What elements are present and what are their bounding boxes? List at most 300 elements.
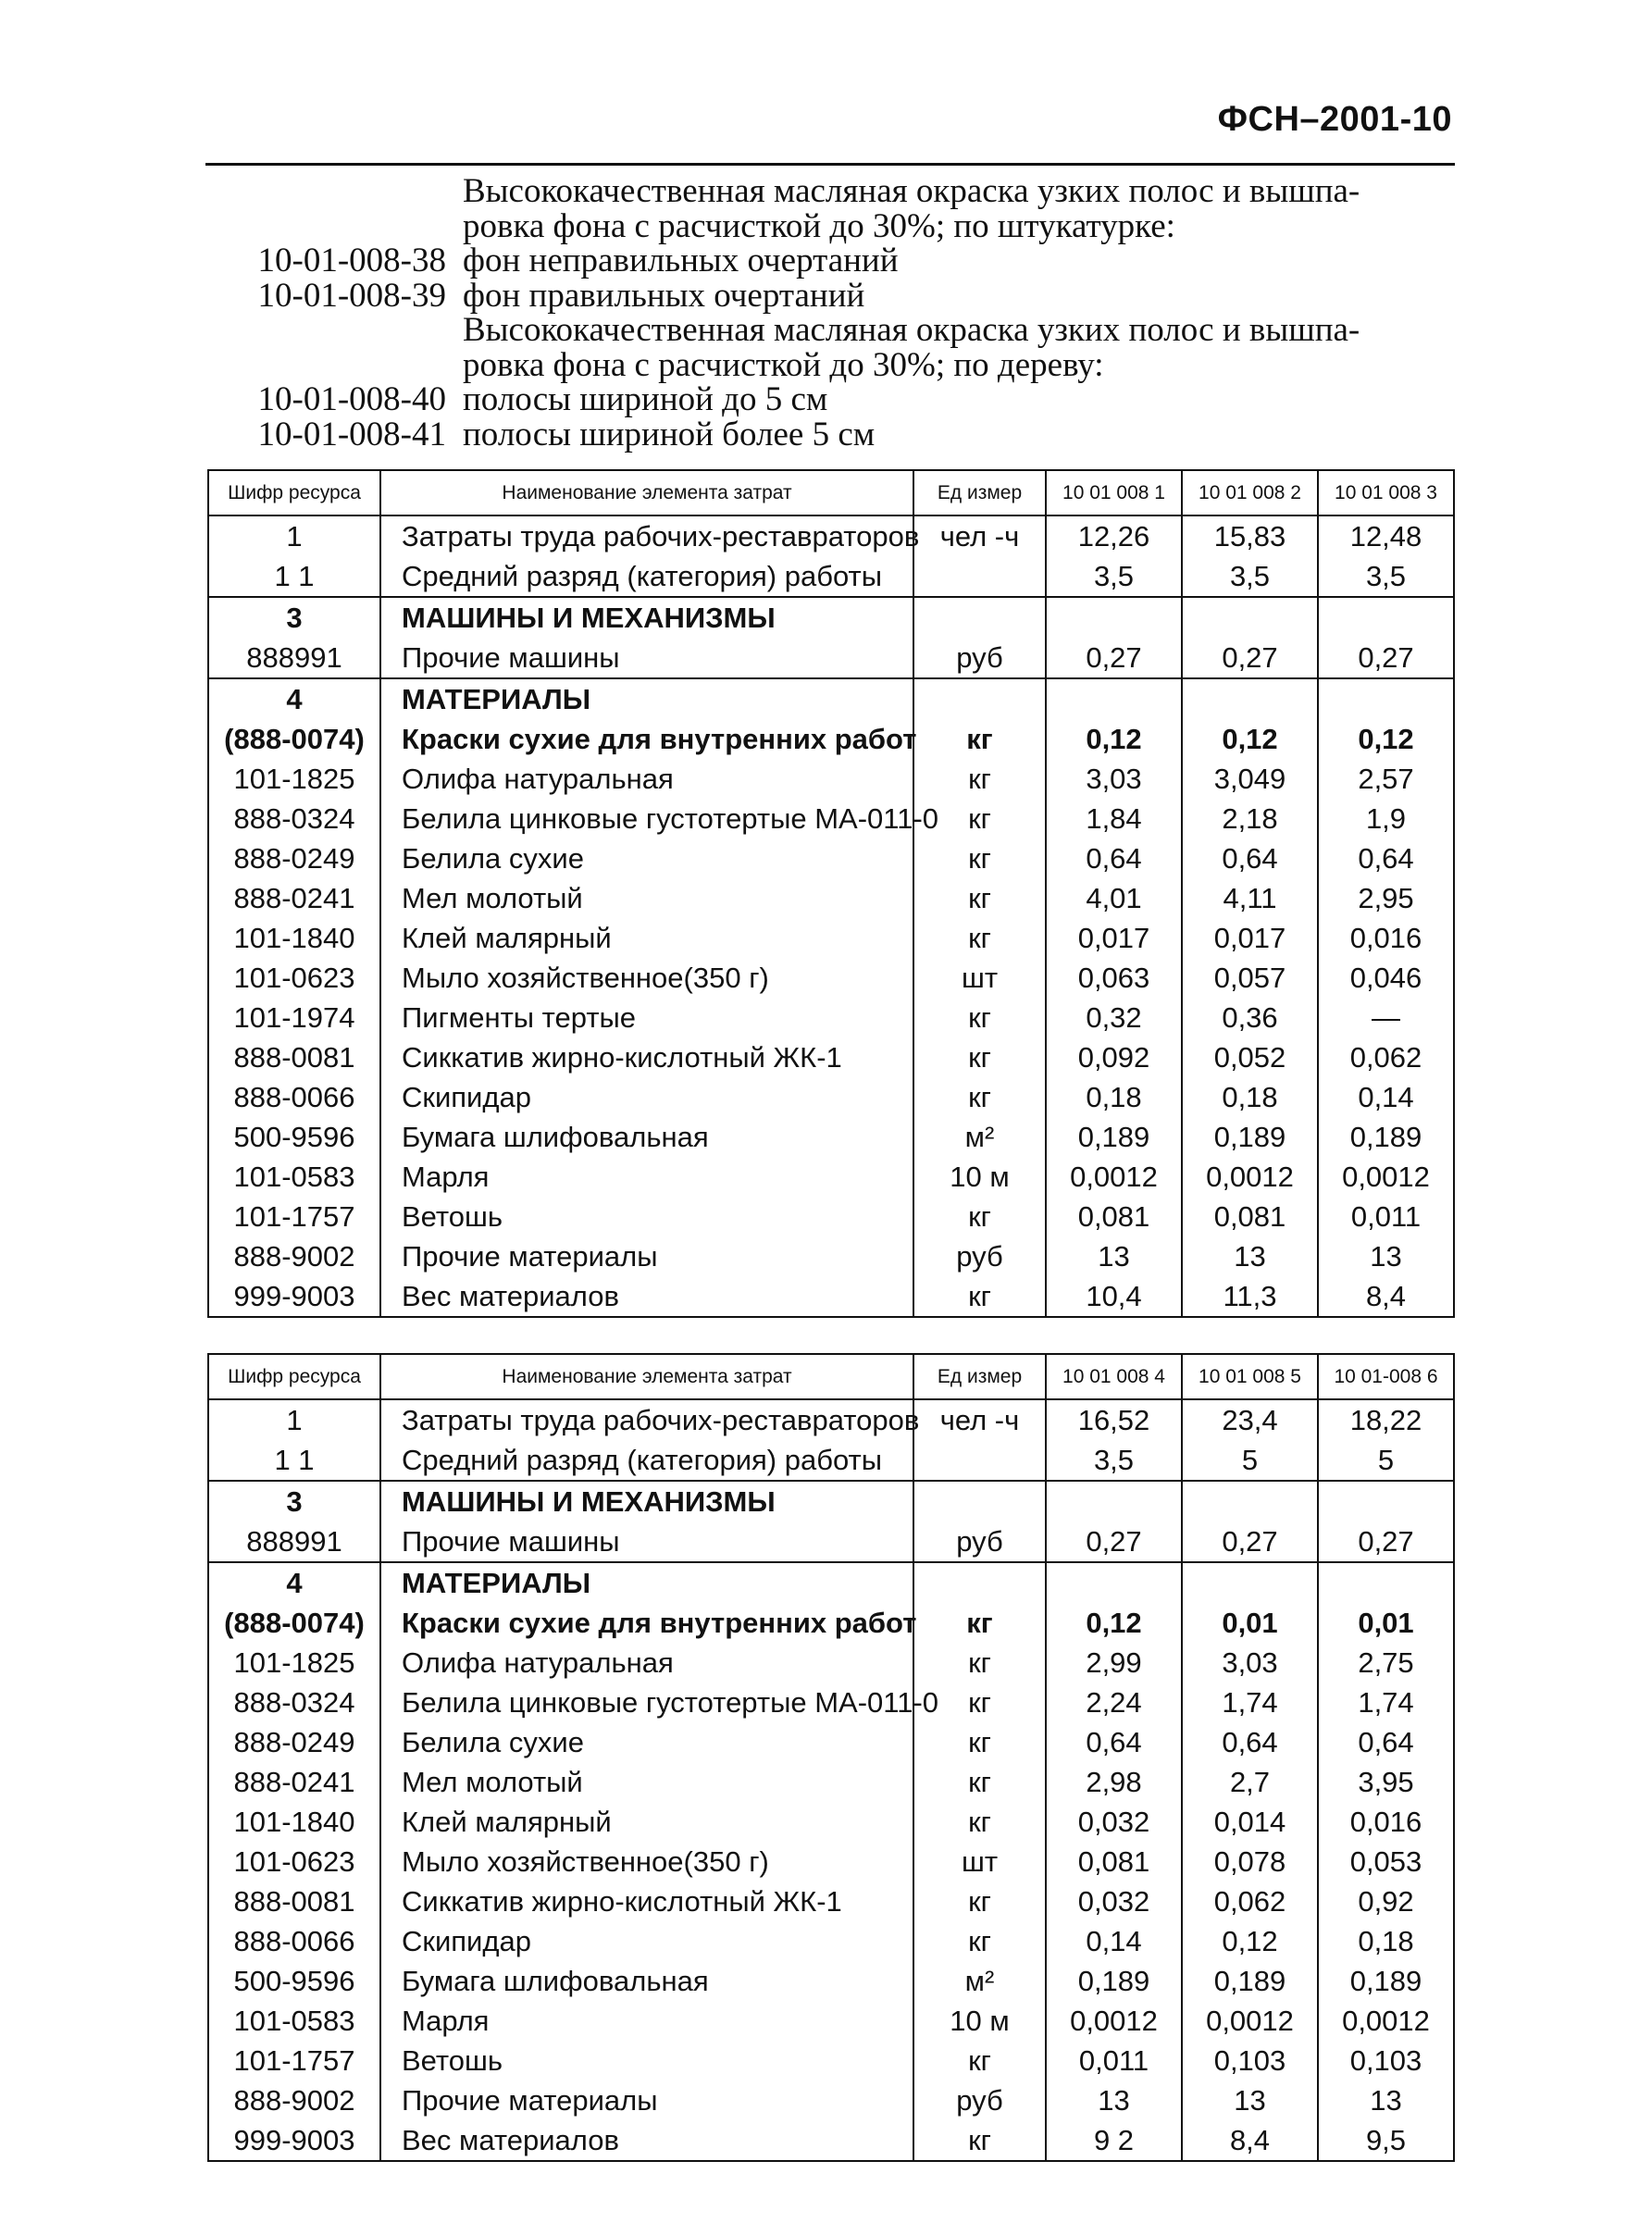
unit-cell: кг [913,1683,1046,1722]
cost-element-name-cell: Сиккатив жирно-кислотный ЖК-1 [380,1881,913,1921]
resource-code-cell: 888-0249 [208,838,380,878]
norm-code [231,348,463,383]
norm-value-cell [1318,1562,1454,1603]
resource-code-cell: 999-9003 [208,2120,380,2161]
norm-value-cell: 0,01 [1182,1603,1318,1643]
resource-code-cell: 500-9596 [208,1117,380,1157]
norm-value-cell: 12,26 [1046,515,1182,556]
norm-value-cell [1046,678,1182,719]
norm-value-cell: 3,03 [1182,1643,1318,1683]
norm-value-cell: 18,22 [1318,1399,1454,1440]
unit-cell: кг [913,2041,1046,2080]
resource-code-cell: 888-0249 [208,1722,380,1762]
cost-element-name-cell: Сиккатив жирно-кислотный ЖК-1 [380,1037,913,1077]
norm-value-cell: 13 [1182,2080,1318,2120]
column-header: 10 01 008 5 [1182,1354,1318,1399]
intro-line [231,174,1455,209]
norm-value-cell: 0,189 [1318,1961,1454,2001]
norm-value-cell: 0,062 [1318,1037,1454,1077]
cost-element-name-cell: Мел молотый [380,878,913,918]
resource-code-cell: 101-1840 [208,1802,380,1842]
norm-value-cell: 0,103 [1318,2041,1454,2080]
unit-cell: 10 м [913,2001,1046,2041]
intro-line [231,243,1455,279]
norm-value-cell: 0,189 [1046,1117,1182,1157]
resource-code-cell: (888-0074) [208,1603,380,1643]
cost-element-name-cell: Вес материалов [380,2120,913,2161]
unit-cell: кг [913,719,1046,759]
cost-element-name-cell: Бумага шлифовальная [380,1961,913,2001]
table-row [208,1157,1454,1197]
norm-value-cell: 1,74 [1182,1683,1318,1722]
norm-value-cell: 0,081 [1046,1842,1182,1881]
norm-value-cell [1046,1481,1182,1521]
unit-cell: чел -ч [913,515,1046,556]
table-row [208,2041,1454,2080]
unit-cell: кг [913,878,1046,918]
unit-cell: кг [913,838,1046,878]
norm-code: 10-01-008-41 [257,415,446,453]
norm-value-cell: 3,95 [1318,1762,1454,1802]
table-row [208,1881,1454,1921]
norm-value-cell: 2,57 [1318,759,1454,799]
norm-code: 10-01-008-39 [257,276,446,315]
norm-value-cell: 0,64 [1318,1722,1454,1762]
norm-title: фон неправильных очертаний [463,242,899,279]
norm-value-cell: 2,99 [1046,1643,1182,1683]
column-header: Ед измер [913,1354,1046,1399]
resource-code-cell: 4 [208,1562,380,1603]
cost-element-name-cell: Средний разряд (категория) работы [380,556,913,597]
resource-code-cell: 101-0623 [208,958,380,998]
norm-value-cell: 0,92 [1318,1881,1454,1921]
table-row [208,918,1454,958]
norm-value-cell [1046,1562,1182,1603]
norm-value-cell: — [1318,998,1454,1037]
norm-value-cell: 0,053 [1318,1842,1454,1881]
cost-element-name-cell: Скипидар [380,1921,913,1961]
norm-value-cell: 0,14 [1046,1921,1182,1961]
norm-value-cell: 0,0012 [1046,1157,1182,1197]
norm-value-cell: 0,64 [1046,1722,1182,1762]
unit-cell: кг [913,1881,1046,1921]
resource-code-cell: 1 1 [208,1440,380,1481]
resource-code-cell: 888-9002 [208,1236,380,1276]
resource-code-cell: 101-0623 [208,1842,380,1881]
cost-element-name-cell: Марля [380,2001,913,2041]
cost-element-name-cell: Белила цинковые густотертые МА-011-0 [380,799,913,838]
unit-cell: кг [913,1077,1046,1117]
table-row [208,1399,1454,1440]
norm-value-cell [1182,678,1318,719]
cost-element-name-cell: МАТЕРИАЛЫ [380,1562,913,1603]
norm-value-cell: 0,016 [1318,1802,1454,1842]
resource-code-cell: 888991 [208,638,380,678]
table-row [208,878,1454,918]
unit-cell: чел -ч [913,1399,1046,1440]
norm-value-cell: 0,016 [1318,918,1454,958]
cost-element-name-cell: Прочие машины [380,1521,913,1562]
unit-cell: м² [913,1961,1046,2001]
table-row [208,2080,1454,2120]
norm-value-cell: 0,0012 [1182,2001,1318,2041]
column-header: 10 01 008 1 [1046,470,1182,515]
norm-value-cell: 3,5 [1046,1440,1182,1481]
column-header: 10 01-008 6 [1318,1354,1454,1399]
unit-cell: кг [913,1802,1046,1842]
norm-value-cell: 2,7 [1182,1762,1318,1802]
table-row [208,719,1454,759]
norm-value-cell: 2,18 [1182,799,1318,838]
resource-code-cell: 101-1757 [208,2041,380,2080]
cost-element-name-cell: Олифа натуральная [380,1643,913,1683]
table-row [208,759,1454,799]
unit-cell: м² [913,1117,1046,1157]
norm-value-cell: 0,64 [1182,1722,1318,1762]
cost-element-name-cell: Мыло хозяйственное(350 г) [380,958,913,998]
norm-value-cell: 0,189 [1182,1961,1318,2001]
norm-value-cell: 0,18 [1318,1921,1454,1961]
cost-element-name-cell: Белила цинковые густотертые МА-011-0 [380,1683,913,1722]
unit-cell: кг [913,1722,1046,1762]
resource-code-cell: 888-0081 [208,1037,380,1077]
unit-cell: кг [913,2120,1046,2161]
norm-value-cell: 0,0012 [1318,2001,1454,2041]
resource-code-cell: 999-9003 [208,1276,380,1317]
norm-title: Высококачественная масляная окраска узких полос и вышпа- [463,311,1360,349]
norm-value-cell: 9,5 [1318,2120,1454,2161]
cost-element-name-cell: Прочие материалы [380,1236,913,1276]
norm-code: 10-01-008-38 [257,242,446,279]
table-row [208,2120,1454,2161]
norm-value-cell: 0,27 [1318,1521,1454,1562]
cost-element-name-cell: Мыло хозяйственное(350 г) [380,1842,913,1881]
norm-value-cell: 9 2 [1046,2120,1182,2161]
norm-value-cell: 0,12 [1182,719,1318,759]
norm-value-cell: 1,84 [1046,799,1182,838]
table-header-row [208,1354,1454,1399]
norm-value-cell: 0,14 [1318,1077,1454,1117]
column-header: Шифр ресурса [208,1354,380,1399]
unit-cell: кг [913,1276,1046,1317]
norm-value-cell: 23,4 [1182,1399,1318,1440]
cost-element-name-cell: Скипидар [380,1077,913,1117]
resource-code-cell: 888-0324 [208,799,380,838]
column-header: 10 01 008 2 [1182,470,1318,515]
table-row [208,1842,1454,1881]
norm-value-cell: 0,189 [1046,1961,1182,2001]
table-row [208,1481,1454,1521]
norm-value-cell: 5 [1318,1440,1454,1481]
norm-value-cell: 8,4 [1182,2120,1318,2161]
norm-value-cell: 0,081 [1046,1197,1182,1236]
norm-value-cell: 10,4 [1046,1276,1182,1317]
cost-element-name-cell: Пигменты тертые [380,998,913,1037]
resource-code-cell: 101-1974 [208,998,380,1037]
resource-code-cell: 101-1825 [208,759,380,799]
resource-table-1 [207,469,1455,1318]
norm-value-cell: 0,27 [1182,638,1318,678]
norm-value-cell: 0,32 [1046,998,1182,1037]
cost-element-name-cell: Клей малярный [380,918,913,958]
unit-cell [913,597,1046,638]
column-header: 10 01 008 3 [1318,470,1454,515]
table-row [208,2001,1454,2041]
table-row [208,1236,1454,1276]
table-row [208,1762,1454,1802]
norm-value-cell: 0,0012 [1318,1157,1454,1197]
norm-value-cell: 0,011 [1046,2041,1182,2080]
cost-element-name-cell: Клей малярный [380,1802,913,1842]
norm-value-cell: 1,74 [1318,1683,1454,1722]
resource-code-cell: 888-0241 [208,878,380,918]
norm-value-cell: 11,3 [1182,1276,1318,1317]
resource-table-2 [207,1353,1455,2162]
unit-cell: руб [913,1236,1046,1276]
table-row [208,1683,1454,1722]
unit-cell [913,1481,1046,1521]
norm-title: полосы шириной до 5 см [463,380,828,418]
norm-value-cell: 0,057 [1182,958,1318,998]
unit-cell: руб [913,1521,1046,1562]
resource-code-cell: (888-0074) [208,719,380,759]
norm-value-cell: 3,5 [1182,556,1318,597]
header-rule [205,163,1455,166]
norm-value-cell: 0,052 [1182,1037,1318,1077]
norm-title: полосы шириной более 5 см [463,415,876,453]
norm-value-cell: 2,24 [1046,1683,1182,1722]
resource-code-cell: 500-9596 [208,1961,380,2001]
norm-value-cell: 4,11 [1182,878,1318,918]
resource-code-cell: 888-9002 [208,2080,380,2120]
resource-code-cell: 888-0324 [208,1683,380,1722]
norm-value-cell [1182,1562,1318,1603]
unit-cell [913,678,1046,719]
norm-value-cell: 1,9 [1318,799,1454,838]
norm-value-cell: 0,017 [1182,918,1318,958]
norm-value-cell: 13 [1182,1236,1318,1276]
norm-value-cell: 0,64 [1182,838,1318,878]
table-row [208,1276,1454,1317]
norm-value-cell: 0,103 [1182,2041,1318,2080]
cost-element-name-cell: Белила сухие [380,838,913,878]
norm-code [231,313,463,348]
norm-value-cell: 0,081 [1182,1197,1318,1236]
cost-element-name-cell: Затраты труда рабочих-реставраторов [380,1399,913,1440]
cost-element-name-cell: Мел молотый [380,1762,913,1802]
norm-value-cell: 0,12 [1182,1921,1318,1961]
table-row [208,998,1454,1037]
cost-element-name-cell: Краски сухие для внутренних работ [380,1603,913,1643]
unit-cell: кг [913,799,1046,838]
unit-cell: руб [913,2080,1046,2120]
cost-element-name-cell: Бумага шлифовальная [380,1117,913,1157]
resource-code-cell: 1 [208,515,380,556]
column-header: Ед измер [913,470,1046,515]
norm-value-cell: 4,01 [1046,878,1182,918]
resource-code-cell: 4 [208,678,380,719]
cost-element-name-cell: Краски сухие для внутренних работ [380,719,913,759]
intro-line [231,276,1455,315]
table-row [208,1961,1454,2001]
resource-code-cell: 888991 [208,1521,380,1562]
norm-value-cell: 0,27 [1046,1521,1182,1562]
column-header: 10 01 008 4 [1046,1354,1182,1399]
norm-value-cell: 13 [1318,1236,1454,1276]
cost-element-name-cell: Ветошь [380,1197,913,1236]
resource-code-cell: 888-0066 [208,1077,380,1117]
resource-code-cell: 101-1757 [208,1197,380,1236]
intro-line [231,417,1455,453]
cost-element-name-cell: Олифа натуральная [380,759,913,799]
norm-value-cell: 0,063 [1046,958,1182,998]
unit-cell [913,1440,1046,1481]
norm-title: ровка фона с расчисткой до 30%; по дереву: [463,345,1104,384]
resource-code-cell: 888-0241 [208,1762,380,1802]
column-header: Наименование элемента затрат [380,1354,913,1399]
unit-cell: кг [913,1643,1046,1683]
intro-line [231,382,1455,417]
resource-code-cell: 3 [208,597,380,638]
table-row [208,1440,1454,1481]
table-row [208,1521,1454,1562]
resource-code-cell: 1 1 [208,556,380,597]
cost-element-name-cell: Прочие материалы [380,2080,913,2120]
norm-value-cell: 0,0012 [1046,2001,1182,2041]
norm-value-cell: 16,52 [1046,1399,1182,1440]
unit-cell: кг [913,759,1046,799]
norm-value-cell: 0,27 [1182,1521,1318,1562]
norm-code: 10-01-008-40 [257,380,446,418]
norm-value-cell: 0,078 [1182,1842,1318,1881]
document-code: ФСН–2001-10 [1217,100,1452,139]
norm-value-cell: 0,011 [1318,1197,1454,1236]
norm-description [231,174,1455,452]
norm-value-cell [1182,597,1318,638]
norm-value-cell: 0,64 [1046,838,1182,878]
resource-code-cell: 101-0583 [208,2001,380,2041]
unit-cell: 10 м [913,1157,1046,1197]
table-row [208,1921,1454,1961]
table-row [208,1077,1454,1117]
norm-value-cell: 0,27 [1318,638,1454,678]
norm-value-cell: 0,017 [1046,918,1182,958]
resource-code-cell: 101-1825 [208,1643,380,1683]
norm-value-cell: 8,4 [1318,1276,1454,1317]
norm-value-cell: 13 [1318,2080,1454,2120]
table-row [208,1643,1454,1683]
table-row [208,1562,1454,1603]
cost-element-name-cell: Средний разряд (категория) работы [380,1440,913,1481]
table-row [208,1117,1454,1157]
norm-value-cell: 0,18 [1182,1077,1318,1117]
norm-value-cell: 0,189 [1182,1117,1318,1157]
intro-line [231,206,1455,245]
table-row [208,1197,1454,1236]
norm-value-cell: 0,27 [1046,638,1182,678]
norm-value-cell: 3,049 [1182,759,1318,799]
column-header: Шифр ресурса [208,470,380,515]
norm-value-cell: 12,48 [1318,515,1454,556]
unit-cell: кг [913,1603,1046,1643]
unit-cell: кг [913,1921,1046,1961]
norm-value-cell: 0,18 [1046,1077,1182,1117]
cost-element-name-cell: МАШИНЫ И МЕХАНИЗМЫ [380,597,913,638]
unit-cell: кг [913,998,1046,1037]
cost-element-name-cell: Затраты труда рабочих-реставраторов [380,515,913,556]
norm-value-cell: 0,092 [1046,1037,1182,1077]
norm-value-cell: 3,5 [1046,556,1182,597]
norm-value-cell: 0,12 [1046,1603,1182,1643]
norm-value-cell: 0,014 [1182,1802,1318,1842]
table-row [208,799,1454,838]
cost-element-name-cell: Вес материалов [380,1276,913,1317]
unit-cell [913,556,1046,597]
norm-value-cell: 2,98 [1046,1762,1182,1802]
unit-cell: кг [913,1197,1046,1236]
norm-value-cell [1182,1481,1318,1521]
norm-value-cell: 3,03 [1046,759,1182,799]
cost-element-name-cell: Прочие машины [380,638,913,678]
unit-cell [913,1562,1046,1603]
norm-value-cell: 0,032 [1046,1802,1182,1842]
resource-code-cell: 101-1840 [208,918,380,958]
column-header: Наименование элемента затрат [380,470,913,515]
norm-value-cell: 0,12 [1318,719,1454,759]
norm-code [231,174,463,209]
norm-value-cell: 0,189 [1318,1117,1454,1157]
table-row [208,638,1454,678]
table-header-row [208,470,1454,515]
norm-value-cell: 2,95 [1318,878,1454,918]
table-row [208,556,1454,597]
resource-code-cell: 1 [208,1399,380,1440]
cost-element-name-cell: МАШИНЫ И МЕХАНИЗМЫ [380,1481,913,1521]
table-row [208,678,1454,719]
norm-value-cell: 0,36 [1182,998,1318,1037]
table-row [208,838,1454,878]
norm-title: фон правильных очертаний [463,276,865,315]
table-row [208,597,1454,638]
norm-value-cell: 15,83 [1182,515,1318,556]
norm-value-cell: 0,046 [1318,958,1454,998]
norm-value-cell: 0,12 [1046,719,1182,759]
norm-value-cell: 13 [1046,1236,1182,1276]
norm-value-cell: 0,032 [1046,1881,1182,1921]
unit-cell: шт [913,1842,1046,1881]
norm-value-cell: 0,0012 [1182,1157,1318,1197]
norm-value-cell: 2,75 [1318,1643,1454,1683]
norm-title: ровка фона с расчисткой до 30%; по штукатурке: [463,206,1175,245]
norm-value-cell: 0,01 [1318,1603,1454,1643]
table-row [208,1722,1454,1762]
norm-value-cell [1046,597,1182,638]
norm-value-cell: 13 [1046,2080,1182,2120]
cost-element-name-cell: Ветошь [380,2041,913,2080]
resource-code-cell: 3 [208,1481,380,1521]
norm-value-cell [1318,597,1454,638]
intro-line [231,345,1455,384]
unit-cell: руб [913,638,1046,678]
intro-line [231,313,1455,348]
table-row [208,1802,1454,1842]
cost-element-name-cell: МАТЕРИАЛЫ [380,678,913,719]
norm-value-cell: 3,5 [1318,556,1454,597]
table-row [208,1603,1454,1643]
norm-code [231,209,463,244]
table-row [208,1037,1454,1077]
norm-title: Высококачественная масляная окраска узких полос и вышпа- [463,172,1360,210]
